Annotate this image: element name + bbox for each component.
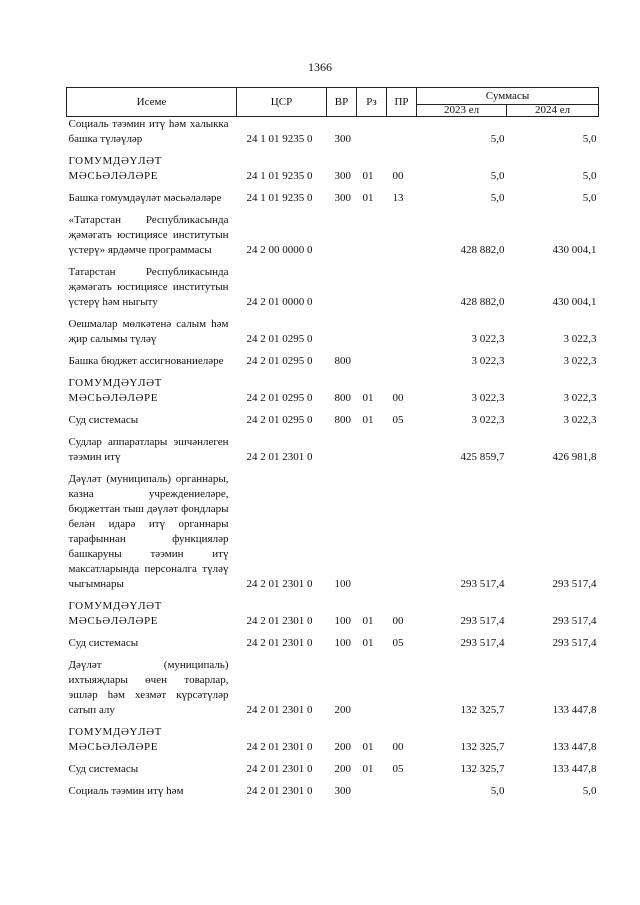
row-name: «Татарстан Республикасында җәмәгать юстициясе институтын үстерү» ярдәмче программасы — [68, 214, 229, 256]
row-rz — [357, 467, 387, 594]
row-sum-2024: 133 447,8 — [552, 704, 597, 716]
row-pr — [387, 430, 417, 467]
row-vr: 100 — [334, 615, 351, 627]
table-row — [67, 594, 599, 631]
table-row — [67, 430, 599, 467]
row-sum-2024: 3 022,3 — [563, 333, 597, 345]
row-csr: 24 2 01 2301 0 — [246, 741, 313, 753]
row-vr: 800 — [334, 414, 351, 426]
row-rz — [357, 260, 387, 312]
row-sum-2023: 3 022,3 — [471, 414, 505, 426]
row-pr — [387, 653, 417, 720]
row-csr: 24 2 01 0000 0 — [246, 296, 313, 308]
header-year-2023: 2023 ел — [417, 105, 507, 117]
row-rz: 01 — [362, 637, 374, 649]
row-rz: 01 — [362, 192, 374, 204]
row-pr: 05 — [392, 414, 404, 426]
row-sum-2023: 3 022,3 — [471, 355, 505, 367]
table-row — [67, 779, 599, 801]
table-row — [67, 312, 599, 349]
row-csr: 24 2 01 2301 0 — [246, 704, 313, 716]
row-csr: 24 1 01 9235 0 — [246, 170, 313, 182]
row-rz — [357, 312, 387, 349]
row-csr: 24 2 01 2301 0 — [246, 637, 313, 649]
budget-table — [66, 87, 599, 801]
table-row — [67, 186, 599, 208]
row-pr — [387, 779, 417, 801]
row-name: ГОМУМДӘҮЛӘТ МӘСЬӘЛӘЛӘРЕ — [68, 377, 162, 404]
row-vr: 800 — [334, 355, 351, 367]
row-pr — [387, 260, 417, 312]
row-rz — [357, 208, 387, 260]
table-row — [67, 720, 599, 757]
row-csr: 24 2 01 0295 0 — [246, 392, 313, 404]
row-sum-2023: 293 517,4 — [460, 615, 505, 627]
row-name: ГОМУМДӘҮЛӘТ МӘСЬӘЛӘЛӘРЕ — [68, 600, 162, 627]
row-vr: 200 — [334, 763, 351, 775]
row-vr: 200 — [334, 704, 351, 716]
row-sum-2024: 3 022,3 — [563, 392, 597, 404]
row-vr — [327, 430, 357, 467]
row-sum-2023: 5,0 — [490, 133, 505, 145]
row-pr — [387, 467, 417, 594]
row-name: ГОМУМДӘҮЛӘТ МӘСЬӘЛӘЛӘРЕ — [68, 726, 162, 753]
row-sum-2024: 5,0 — [582, 192, 597, 204]
header-sums: Суммасы — [417, 88, 599, 105]
row-name: Дәүләт (муниципаль) ихтыяҗлары өчен товарлар, эшләр һәм хезмәт күрсәтүләр сатып алу — [68, 659, 229, 716]
table-row — [67, 208, 599, 260]
header-pr: ПР — [387, 88, 417, 117]
row-csr: 24 2 00 0000 0 — [246, 244, 313, 256]
table-row — [67, 117, 599, 150]
row-name: Социаль тәэмин итү һәм халыкка башка түләүләр — [68, 118, 229, 145]
row-sum-2023: 3 022,3 — [471, 392, 505, 404]
row-sum-2023: 428 882,0 — [460, 244, 505, 256]
row-sum-2023: 132 325,7 — [460, 741, 505, 753]
row-rz — [357, 430, 387, 467]
row-pr — [387, 208, 417, 260]
budget-table-container — [66, 87, 598, 801]
row-name: ГОМУМДӘҮЛӘТ МӘСЬӘЛӘЛӘРЕ — [68, 155, 162, 182]
row-sum-2023: 5,0 — [490, 192, 505, 204]
table-row — [67, 408, 599, 430]
row-vr: 300 — [334, 133, 351, 145]
row-name: Оешмалар мөлкәтенә салым һәм җир салымы түләү — [68, 318, 229, 345]
row-vr: 800 — [334, 392, 351, 404]
row-name: Суд системасы — [68, 763, 139, 775]
table-row — [67, 371, 599, 408]
row-name: Башка гомумдәүләт мәсьәләләре — [68, 192, 222, 204]
row-sum-2023: 293 517,4 — [460, 578, 505, 590]
row-csr: 24 1 01 9235 0 — [246, 192, 313, 204]
row-csr: 24 1 01 9235 0 — [246, 133, 313, 145]
header-year-2024: 2024 ел — [507, 105, 599, 117]
row-name: Судлар аппаратлары эшчәнлеген тәэмин итү — [68, 436, 229, 463]
table-row — [67, 149, 599, 186]
row-pr: 05 — [392, 763, 404, 775]
row-sum-2023: 132 325,7 — [460, 763, 505, 775]
row-vr: 300 — [334, 192, 351, 204]
row-sum-2024: 3 022,3 — [563, 414, 597, 426]
row-rz: 01 — [362, 392, 374, 404]
row-csr: 24 2 01 2301 0 — [246, 763, 313, 775]
row-pr: 13 — [392, 192, 404, 204]
row-rz: 01 — [362, 414, 374, 426]
row-csr: 24 2 01 0295 0 — [246, 414, 313, 426]
row-vr — [327, 260, 357, 312]
table-row — [67, 349, 599, 371]
row-sum-2024: 133 447,8 — [552, 741, 597, 753]
table-row — [67, 260, 599, 312]
table-body — [67, 117, 599, 802]
row-sum-2024: 293 517,4 — [552, 637, 597, 649]
table-header — [67, 88, 599, 117]
row-sum-2023: 132 325,7 — [460, 704, 505, 716]
row-rz: 01 — [362, 615, 374, 627]
row-sum-2024: 5,0 — [582, 785, 597, 797]
row-sum-2023: 428 882,0 — [460, 296, 505, 308]
row-sum-2023: 425 859,7 — [460, 451, 505, 463]
row-vr — [327, 312, 357, 349]
row-name: Социаль тәэмин итү һәм — [68, 785, 184, 797]
row-rz — [357, 349, 387, 371]
table-row — [67, 757, 599, 779]
row-pr — [387, 312, 417, 349]
row-sum-2024: 293 517,4 — [552, 578, 597, 590]
row-pr: 00 — [392, 615, 404, 627]
row-pr — [387, 117, 417, 150]
row-sum-2023: 5,0 — [490, 170, 505, 182]
row-rz — [357, 117, 387, 150]
row-sum-2024: 5,0 — [582, 170, 597, 182]
row-csr: 24 2 01 2301 0 — [246, 785, 313, 797]
row-csr: 24 2 01 2301 0 — [246, 451, 313, 463]
row-sum-2023: 3 022,3 — [471, 333, 505, 345]
row-rz: 01 — [362, 170, 374, 182]
row-rz: 01 — [362, 763, 374, 775]
row-pr: 05 — [392, 637, 404, 649]
table-row — [67, 653, 599, 720]
row-sum-2023: 293 517,4 — [460, 637, 505, 649]
row-pr: 00 — [392, 741, 404, 753]
table-row — [67, 631, 599, 653]
row-rz: 01 — [362, 741, 374, 753]
page-number: 1366 — [308, 60, 332, 74]
row-sum-2024: 5,0 — [582, 133, 597, 145]
row-name: Дәүләт (муниципаль) органнары, казна учреждениеләре, бюджеттан тыш дәүләт фондлары белән идарә итү органнары тарафыннан функцияләр башкаруны тәэмин итү максатларында персоналга түләү чыгымнары — [68, 473, 229, 590]
row-vr: 300 — [334, 785, 351, 797]
row-vr: 300 — [334, 170, 351, 182]
row-rz — [357, 653, 387, 720]
row-sum-2024: 133 447,8 — [552, 763, 597, 775]
row-csr: 24 2 01 2301 0 — [246, 615, 313, 627]
row-csr: 24 2 01 0295 0 — [246, 355, 313, 367]
row-name: Татарстан Республикасында җәмәгать юстициясе институтын үстерү һәм ныгыту — [68, 266, 229, 308]
row-sum-2024: 426 981,8 — [552, 451, 597, 463]
row-sum-2024: 3 022,3 — [563, 355, 597, 367]
row-pr: 00 — [392, 170, 404, 182]
row-csr: 24 2 01 2301 0 — [246, 578, 313, 590]
row-csr: 24 2 01 0295 0 — [246, 333, 313, 345]
header-csr: ЦСР — [237, 88, 327, 117]
row-sum-2023: 5,0 — [490, 785, 505, 797]
row-vr: 100 — [334, 637, 351, 649]
row-name: Суд системасы — [68, 637, 139, 649]
row-name: Башка бюджет ассигнованиеләре — [68, 355, 224, 367]
row-pr — [387, 349, 417, 371]
row-sum-2024: 430 004,1 — [552, 296, 597, 308]
header-name: Исеме — [67, 88, 237, 117]
row-pr: 00 — [392, 392, 404, 404]
row-name: Суд системасы — [68, 414, 139, 426]
header-vr: ВР — [327, 88, 357, 117]
row-vr: 200 — [334, 741, 351, 753]
row-vr: 100 — [334, 578, 351, 590]
row-vr — [327, 208, 357, 260]
header-rz: Рз — [357, 88, 387, 117]
row-rz — [357, 779, 387, 801]
row-sum-2024: 293 517,4 — [552, 615, 597, 627]
row-sum-2024: 430 004,1 — [552, 244, 597, 256]
table-row — [67, 467, 599, 594]
